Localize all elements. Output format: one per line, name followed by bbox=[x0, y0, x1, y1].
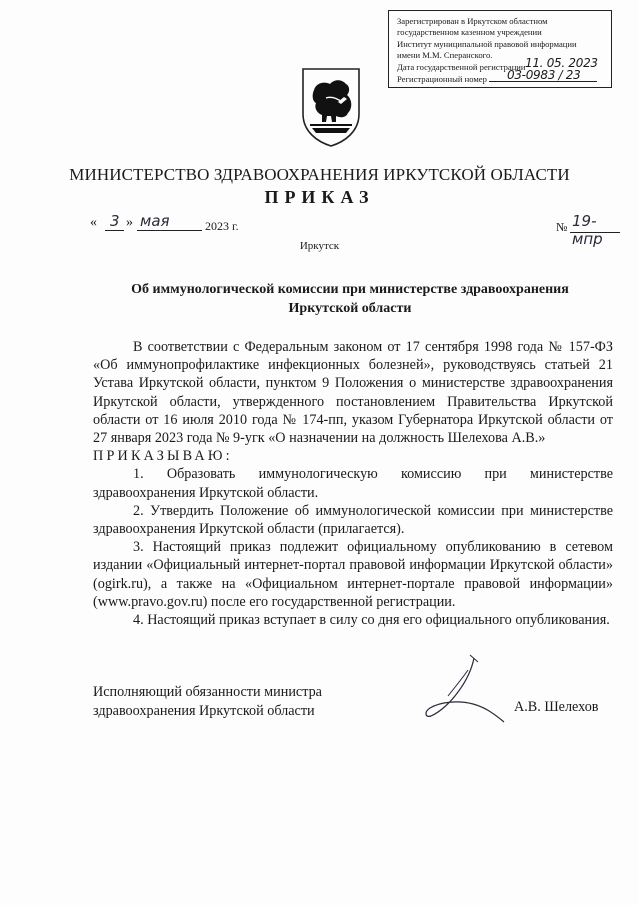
city: Иркутск bbox=[299, 240, 340, 252]
registration-line-2: государственном казенном учреждении bbox=[397, 27, 542, 38]
date-open-quote: « bbox=[90, 215, 97, 230]
coat-of-arms-icon bbox=[300, 66, 362, 148]
date-month: мая bbox=[140, 212, 170, 230]
order-item-2: 2. Утвердить Положение об иммунологической комиссии при министерстве здравоохранения Иркутской области (прилагается). bbox=[93, 502, 613, 538]
registration-date-value: 11. 05. 2023 bbox=[525, 55, 598, 70]
number-underline bbox=[570, 232, 620, 233]
date-month-underline bbox=[137, 230, 202, 231]
ministry-name: МИНИСТЕРСТВО ЗДРАВООХРАНЕНИЯ ИРКУТСКОЙ ОБЛАСТИ bbox=[69, 165, 570, 184]
registration-line-3: Институт муниципальной правовой информации bbox=[397, 38, 577, 49]
date-close-quote: » bbox=[126, 215, 133, 230]
order-item-3: 3. Настоящий приказ подлежит официальному опубликованию в сетевом издании «Официальный интернет-портал правовой информации Иркутской области» (ogirk.ru), а также на «Официальном интернет-портале правовой информации» (www.pravo.gov.ru) после его государственной регистрации. bbox=[93, 539, 613, 610]
registration-line-1: Зарегистрирован в Иркутском областном bbox=[397, 16, 548, 26]
number-value: 19-мпр bbox=[572, 212, 603, 248]
order-number bbox=[556, 212, 626, 248]
registration-stamp bbox=[388, 10, 612, 88]
registration-number-value: 03-0983 / 23 bbox=[507, 68, 581, 83]
document-heading: Об иммунологической комиссии при министерстве здравоохранения Иркутской области bbox=[131, 282, 569, 316]
order-date bbox=[90, 212, 240, 234]
signer-position bbox=[93, 683, 322, 720]
document-type-title: ПРИКАЗ bbox=[264, 187, 375, 207]
date-year: 2023 г. bbox=[205, 219, 239, 233]
signer-position-line-2: здравоохранения Иркутской области bbox=[93, 702, 315, 719]
signature-icon bbox=[418, 652, 508, 730]
registration-date-label: Дата государственной регистрации bbox=[397, 61, 526, 72]
registration-line-4: имени М.М. Сперанского. bbox=[397, 50, 493, 61]
preamble-paragraph: В соответствии с Федеральным законом от 17 сентября 1998 года № 157-ФЗ «Об иммунопрофилактике инфекционных болезней», руководствуясь статьей 21 Устава Иркутской области, пунктом 9 Положения о министерстве здравоохранения Иркутской области, утвержденного постановлением Правительства Иркутской области от 16 июля 2010 года № 174-пп, указом Губернатора Иркутской области от 27 января 2023 года № 9-угк «О назначении на должность Шелехова А.В.» bbox=[93, 339, 613, 447]
date-day-underline bbox=[105, 230, 124, 231]
date-day: 3 bbox=[110, 212, 120, 230]
order-item-1: 1. Образовать иммунологическую комиссию при министерстве здравоохранения Иркутской области. bbox=[93, 466, 613, 501]
number-sign: № bbox=[556, 220, 568, 234]
order-word: ПРИКАЗЫВАЮ: bbox=[93, 448, 233, 465]
order-item-4: 4. Настоящий приказ вступает в силу со дня его официального опубликования. bbox=[133, 612, 610, 629]
signer-position-line-1: Исполняющий обязанности министра bbox=[93, 684, 322, 700]
signer-name: А.В. Шелехов bbox=[514, 699, 599, 715]
document-body bbox=[93, 338, 613, 629]
registration-number-label: Регистрационный номер bbox=[397, 74, 487, 85]
registration-number-row bbox=[397, 68, 611, 85]
